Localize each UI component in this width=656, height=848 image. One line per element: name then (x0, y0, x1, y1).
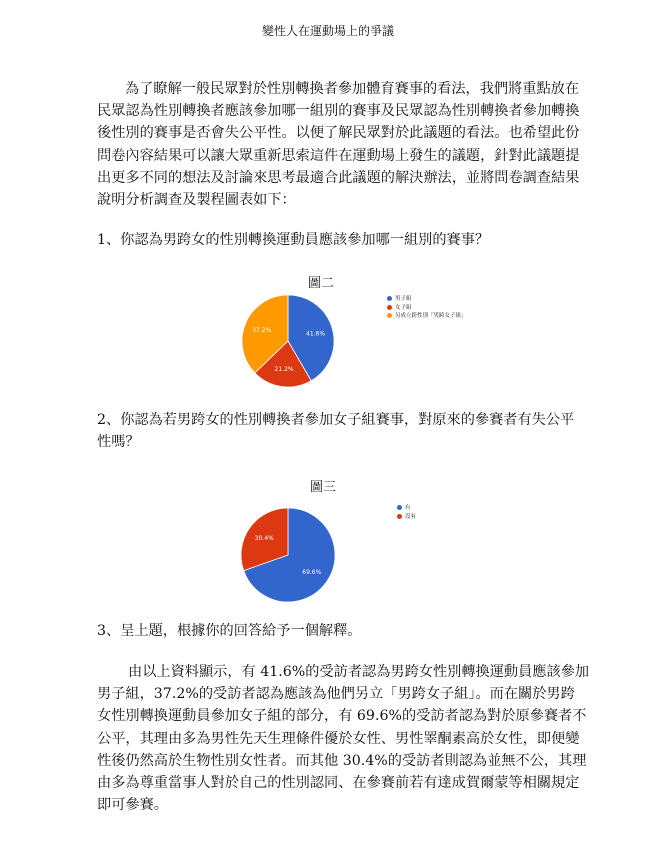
intro-line: 說明分析調查及製程圖表如下： (97, 192, 296, 209)
chart1-legend (387, 295, 467, 321)
conclusion-line: 男子組，37.2%的受訪者認為應該為他們另立「男跨女子組」。而在關於男跨 (97, 686, 575, 703)
pie-slice-label: 37.2% (252, 326, 272, 334)
conclusion-line: 由多為尊重當事人對於自己的性別認同、在參賽前若有達成賀爾蒙等相關規定 (97, 775, 580, 792)
question-1: 1、你認為男跨女的性別轉換運動員應該參加哪一組別的賽事？ (97, 232, 490, 248)
intro-line: 出更多不同的想法及討論來思考最適合此議題的解決辦法，並將問卷調查結果 (97, 169, 580, 186)
legend-item-yes (397, 504, 416, 513)
question-2 (97, 409, 574, 453)
conclusion-line: 性後仍然高於生物性別女性者。而其他 30.4%的受訪者則認為並無不公，其理 (97, 752, 587, 769)
pie-slice-label: 30.4% (254, 535, 274, 543)
intro-paragraph (97, 78, 597, 211)
intro-line: 後性別的賽事是否會失公平性。以便了解民眾對於此議題的看法。也希望此份 (97, 125, 580, 142)
conclusion-line: 即可參賽。 (97, 797, 168, 814)
legend-item-male-group (387, 295, 467, 304)
legend-swatch (387, 296, 392, 301)
legend-label: 男子組 (395, 296, 412, 302)
conclusion-line: 女性別轉換運動員參加女子組的部分，有 69.6%的受訪者認為對於原參賽者不 (97, 708, 587, 725)
pie-slice-label: 69.6% (302, 568, 322, 576)
legend-label: 有 (405, 505, 411, 511)
pie-slice-label: 41.6% (306, 330, 326, 338)
conclusion-line: 由以上資料顯示，有 41.6%的受訪者認為男跨女性別轉換運動員應該參加 (128, 664, 590, 680)
legend-item-new-group (387, 312, 467, 321)
legend-swatch (397, 514, 402, 519)
chart1-title: 圖二 (308, 276, 335, 291)
legend-label: 沒有 (405, 513, 417, 520)
legend-swatch (387, 313, 392, 318)
legend-swatch (387, 305, 392, 310)
pie-chart-2 (238, 505, 338, 605)
legend-item-female-group (387, 304, 467, 313)
conclusion-paragraph (97, 661, 597, 816)
legend-label: 另成立跨性別「男跨女子組」 (395, 313, 467, 319)
page-header-title: 變性人在運動場上的爭議 (261, 24, 394, 38)
legend-label: 女子組 (395, 304, 412, 311)
intro-line: 民眾認為性別轉換者應該參加哪一組別的賽事及民眾認為性別轉換者參加轉換 (97, 103, 580, 120)
chart2-legend (397, 504, 416, 521)
conclusion-line: 公平，其理由多為男性先天生理條件優於女性、男性睪酮素高於女性，即便變 (97, 730, 580, 747)
pie-chart-1 (238, 291, 338, 391)
pie-slice-label: 21.2% (274, 366, 294, 374)
intro-line: 為了瞭解一般民眾對於性別轉換者參加體育賽事的看法，我們將重點放在 (125, 81, 580, 97)
question-2-line: 性嗎？ (97, 434, 140, 451)
question-3: 3、呈上題，根據你的回答給予一個解釋。 (97, 623, 362, 639)
chart2-title: 圖三 (310, 480, 337, 495)
legend-swatch (397, 505, 402, 510)
legend-item-no (397, 513, 416, 522)
intro-line: 問卷內容結果可以讓大眾重新思索這件在運動場上發生的議題，針對此議題提 (97, 147, 580, 164)
question-2-line: 2、你認為若男跨女的性別轉換者參加女子組賽事，對原來的參賽者有失公平 (97, 412, 575, 428)
